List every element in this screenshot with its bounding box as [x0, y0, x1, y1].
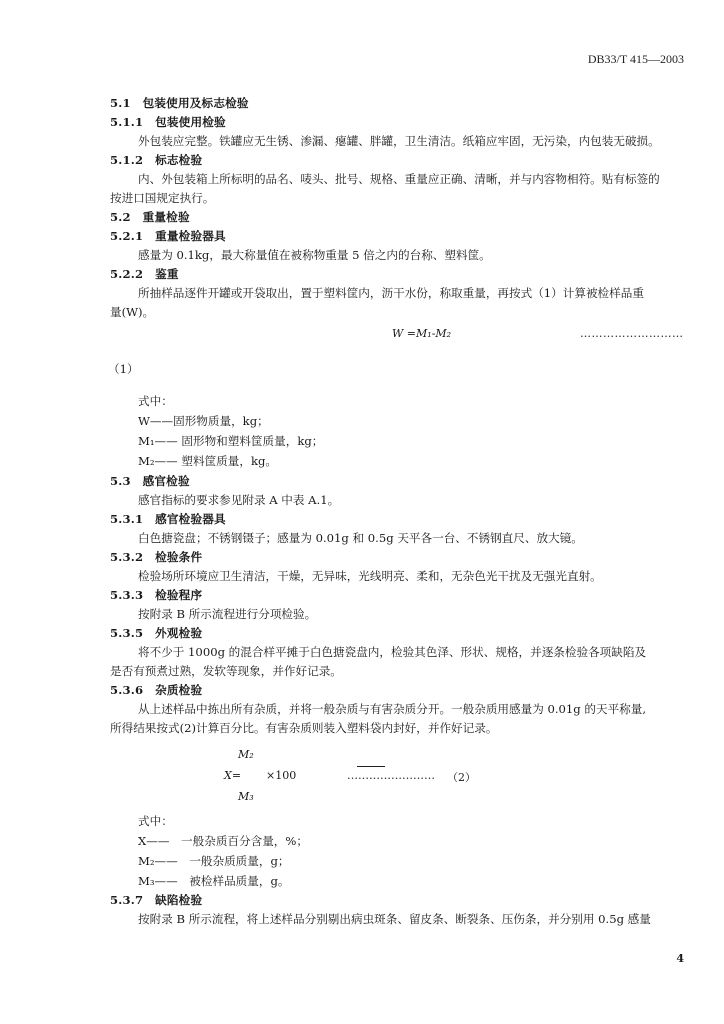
section-heading-5-2: 5.2 重量检验 — [110, 210, 190, 224]
section-heading-5-1-2: 5.1.2 标志检验 — [110, 153, 203, 167]
where-label: 式中： — [138, 814, 173, 828]
section-heading-5-3-2: 5.3.2 检验条件 — [110, 550, 203, 564]
formula-2-leader-dots: …………………… — [347, 769, 435, 782]
paragraph-text: 从上述样品中拣出所有杂质，并将一般杂质与有害杂质分开。一般杂质用感量为 0.01g 的天平称量, — [138, 702, 647, 716]
section-heading-5-3-1: 5.3.1 感官检验器具 — [110, 512, 226, 526]
variable-definition: M₃—— 被检样品质量，g。 — [138, 874, 290, 888]
section-heading-5-3-7: 5.3.7 缺陷检验 — [110, 893, 203, 907]
document-code: DB33/T 415—2003 — [587, 52, 684, 66]
paragraph-text: 按附录 B 所示流程，将上述样品分别剔出病虫斑条、留皮条、断裂条、压伤条，并分别用 0.5g 感量 — [138, 912, 651, 926]
formula-1: W =M₁-M₂ — [392, 327, 452, 340]
formula-2-lhs: X= — [224, 769, 242, 782]
formula-1-number: （1） — [108, 362, 139, 376]
section-heading-5-1: 5.1 包装使用及标志检验 — [110, 96, 249, 110]
section-heading-5-3: 5.3 感官检验 — [110, 474, 190, 488]
variable-definition: M₂—— 塑料筐质量，kg。 — [138, 454, 277, 468]
section-heading-5-2-1: 5.2.1 重量检验器具 — [110, 229, 226, 243]
where-label: 式中： — [138, 394, 173, 408]
paragraph-text: 检验场所环境应卫生清洁，干燥，无异味，光线明亮、柔和，无杂色光干扰及无强光直射。 — [138, 569, 602, 583]
variable-definition: M₁—— 固形物和塑料筐质量，kg； — [138, 434, 324, 448]
section-heading-5-2-2: 5.2.2 鉴重 — [110, 267, 179, 281]
section-heading-5-3-5: 5.3.5 外观检验 — [110, 626, 203, 640]
paragraph-text: 将不少于 1000g 的混合样平摊于白色搪瓷盘内，检验其色泽、形状、规格，并逐条检验各项缺陷及 — [138, 645, 647, 659]
paragraph-text: 是否有预煮过熟，发软等现象，并作好记录。 — [110, 664, 342, 678]
paragraph-text: 按附录 B 所示流程进行分项检验。 — [138, 607, 317, 621]
paragraph-text: 感量为 0.1kg，最大称量值在被称物重量 5 倍之内的台称、塑料筐。 — [138, 248, 491, 262]
paragraph-text: 按进口国规定执行。 — [110, 191, 215, 205]
paragraph-text: 感官指标的要求参见附录 A 中表 A.1。 — [138, 493, 340, 507]
page-number: 4 — [676, 952, 684, 965]
variable-definition: M₂—— 一般杂质质量，g； — [138, 854, 290, 868]
paragraph-text: 所得结果按式(2)计算百分比。有害杂质则装入塑料袋内封好，并作好记录。 — [110, 721, 498, 735]
paragraph-text: 量(W)。 — [110, 305, 155, 319]
paragraph-text: 外包装应完整。铁罐应无生锈、渗漏、瘪罐、胖罐，卫生清洁。纸箱应牢固，无污染，内包装无破损。 — [138, 134, 660, 148]
formula-2-number: （2） — [447, 771, 476, 784]
formula-2-fraction-bar — [357, 766, 385, 767]
variable-definition: W——固形物质量，kg； — [138, 414, 269, 428]
section-heading-5-3-6: 5.3.6 杂质检验 — [110, 683, 203, 697]
section-heading-5-3-3: 5.3.3 检验程序 — [110, 588, 203, 602]
formula-2-numerator: M₂ — [238, 748, 254, 761]
section-heading-5-1-1: 5.1.1 包装使用检验 — [110, 115, 226, 129]
formula-1-leader-dots: ……………………… — [580, 327, 684, 340]
formula-2-denominator: M₃ — [238, 790, 254, 803]
paragraph-text: 所抽样品逐件开罐或开袋取出，置于塑料筐内，沥干水份，称取重量，再按式（1）计算被检样品重 — [138, 286, 644, 300]
paragraph-text: 白色搪瓷盘；不锈钢镊子；感量为 0.01g 和 0.5g 天平各一台、不锈钢直尺、放大镜。 — [138, 531, 583, 545]
paragraph-text: 内、外包装箱上所标明的品名、唛头、批号、规格、重量应正确、清晰，并与内容物相符。贴有标签的 — [138, 172, 660, 186]
variable-definition: X—— 一般杂质百分含量，%； — [138, 834, 308, 848]
formula-2-multiplier: ×100 — [266, 769, 297, 782]
